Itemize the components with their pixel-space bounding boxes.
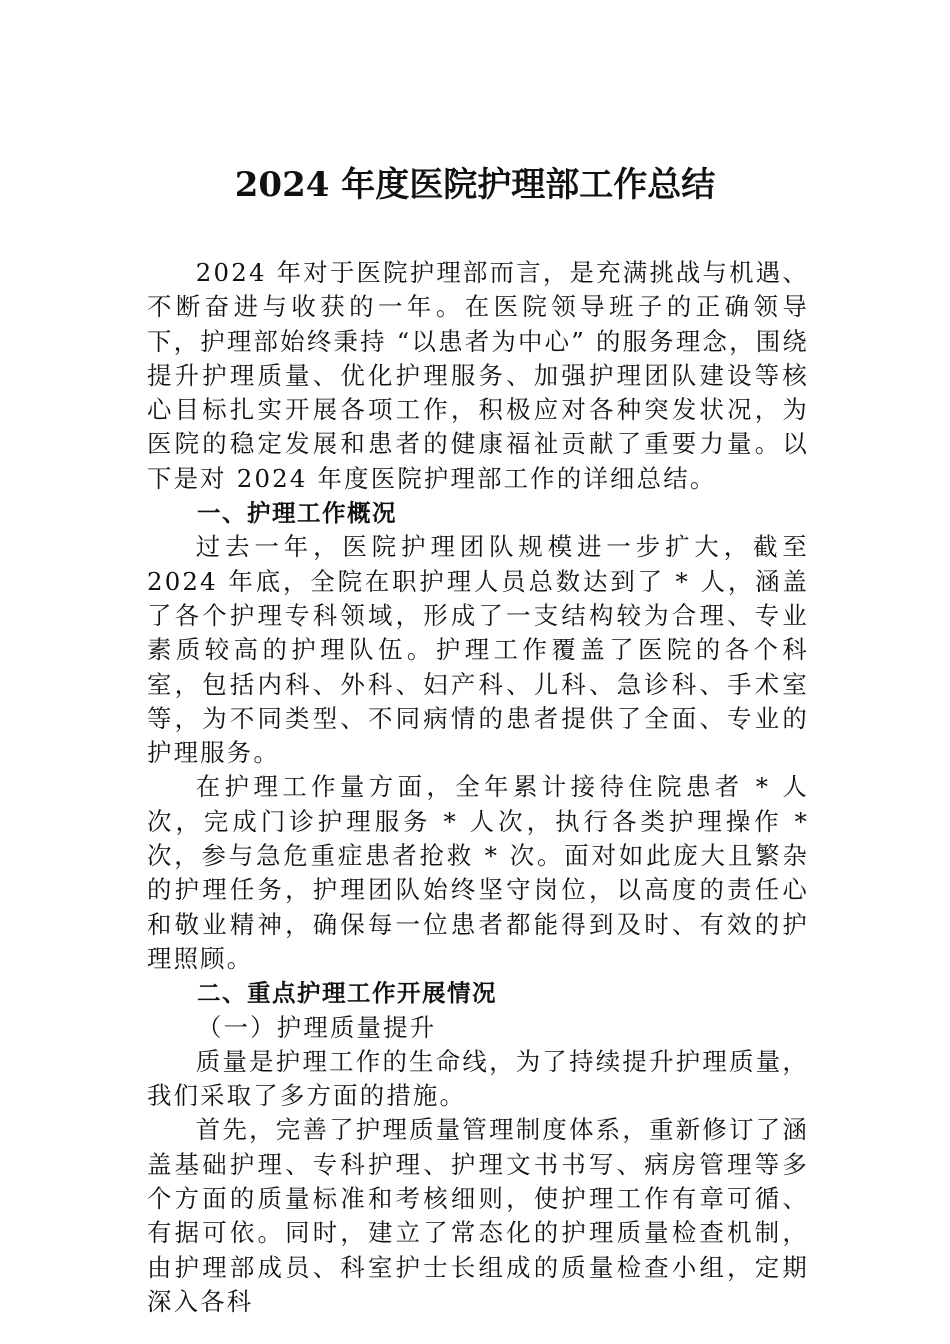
- overview-paragraph-1: 过去一年，医院护理团队规模进一步扩大，截至 2024 年底，全院在职护理人员总数达到了 * 人，涵盖了各个护理专科领域，形成了一支结构较为合理、专业素质较高的护理队伍。护理工作覆盖了医院的各个科室，包括内科、外科、妇产科、儿科、急诊科、手术室等，为不同类型、不同病情的患者提供了全面、专业的护理服务。: [147, 532, 809, 768]
- intro-paragraph: 2024 年对于医院护理部而言，是充满挑战与机遇、不断奋进与收获的一年。在医院领导班子的正确领导下，护理部始终秉持 “以患者为中心” 的服务理念，围绕提升护理质量、优化护理服务、加强护理团队建设等核心目标扎实开展各项工作，积极应对各种突发状况，为医院的稳定发展和患者的健康福祉贡献了重要力量。以下是对 2024 年度医院护理部工作的详细总结。: [147, 258, 809, 493]
- section-heading-key-work: 二、重点护理工作开展情况: [197, 979, 497, 1008]
- document-body: [147, 256, 809, 1319]
- quality-paragraph-2: 首先，完善了护理质量管理制度体系，重新修订了涵盖基础护理、专科护理、护理文书书写、病房管理等多个方面的质量标准和考核细则，使护理工作有章可循、有据可依。同时，建立了常态化的护理质量检查机制，由护理部成员、科室护士长组成的质量检查小组，定期深入各科: [147, 1115, 809, 1316]
- document-title: 2024 年度医院护理部工作总结: [234, 165, 716, 205]
- subsection-heading-quality: （一）护理质量提升: [197, 1012, 437, 1042]
- section-heading-overview: 一、护理工作概况: [197, 499, 397, 528]
- quality-paragraph-1: 质量是护理工作的生命线，为了持续提升护理质量，我们采取了多方面的措施。: [147, 1046, 809, 1111]
- overview-paragraph-2: 在护理工作量方面，全年累计接待住院患者 * 人次，完成门诊护理服务 * 人次，执行各类护理操作 * 次，参与急危重症患者抢救 * 次。面对如此庞大且繁杂的护理任务，护理团队始终坚守岗位，以高度的责任心和敬业精神，确保每一位患者都能得到及时、有效的护理照顾。: [147, 772, 809, 973]
